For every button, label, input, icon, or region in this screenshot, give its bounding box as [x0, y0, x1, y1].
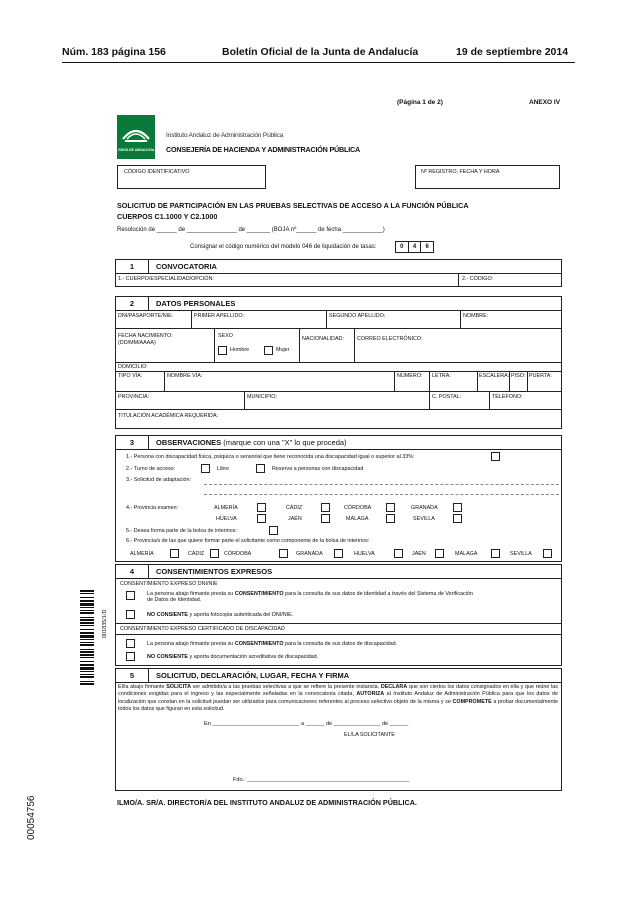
header-journal: Boletín Oficial de la Junta de Andalucía	[222, 46, 419, 58]
declaration-text-5: que son ciertos los datos consignados en ella y que reúne las condiciones exigidas para el ingreso y las especialmente señaladas en la convocatoria citada,	[118, 684, 559, 698]
fee-digit: 6	[421, 241, 434, 253]
prov-exam-checkbox[interactable]	[321, 503, 330, 512]
prov-exam-label: ALMERÍA	[214, 505, 238, 511]
escalera-field[interactable]: ESCALERA:	[479, 373, 510, 379]
resolution-line: Resolución de ______ de _______________ de _______ (BOJA nº______ de fecha ____________)	[117, 227, 385, 233]
section-number: 3	[116, 436, 149, 449]
form-subtitle: CUERPOS C1.1000 Y C2.1000	[117, 212, 218, 221]
declaration-text-1: El/la abajo firmante	[118, 684, 167, 690]
telefono-field[interactable]: TELÉFONO:	[492, 394, 523, 400]
nombre-via-field[interactable]: NOMBRE VÍA:	[167, 373, 203, 379]
section-title	[156, 436, 347, 449]
bolsa-provincias-item: 6.- Provincia/s de las que quiere formar parte el solicitante como componente de la bolsa de interinos:	[126, 538, 370, 544]
prov-exam-label: GRANADA	[411, 505, 438, 511]
prov-bolsa-label: MÁLAGA	[455, 551, 478, 557]
prov-bolsa-label: ALMERÍA	[130, 551, 154, 557]
prov-exam-checkbox[interactable]	[321, 514, 330, 523]
dni-field[interactable]: DNI/PASAPORTE/NIE:	[118, 313, 174, 319]
no-consent-dni-keyword: NO CONSIENTE	[147, 612, 189, 618]
annex-label: ANEXO IV	[529, 99, 561, 106]
hombre-checkbox[interactable]	[218, 346, 227, 355]
form-title: SOLICITUD DE PARTICIPACIÓN EN LAS PRUEBAS SELECTIVAS DE ACCESO A LA FUNCIÓN PÚBLICA	[117, 201, 469, 210]
consent-dni-keyword: CONSENTIMIENTO	[234, 591, 284, 597]
nombre-field[interactable]: NOMBRE:	[463, 313, 489, 319]
prov-bolsa-label: GRANADA	[296, 551, 323, 557]
code-box[interactable]	[117, 165, 266, 189]
side-number: 00054756	[26, 795, 37, 840]
prov-exam-label: MÁLAGA	[346, 516, 369, 522]
libre-label: Libre	[217, 466, 229, 472]
header-rule	[62, 62, 575, 63]
section-number: 1	[116, 260, 149, 273]
signer-label: EL/LA SOLICITANTE	[344, 732, 395, 738]
section-title: DATOS PERSONALES	[156, 299, 236, 308]
prov-bolsa-checkbox[interactable]	[394, 549, 403, 558]
prov-bolsa-checkbox[interactable]	[491, 549, 500, 558]
libre-checkbox[interactable]	[201, 464, 210, 473]
prov-exam-label: CÁDIZ	[286, 505, 303, 511]
barcode-text: 001835/1/D	[102, 609, 108, 638]
institute-name: Instituto Andaluz de Administración Pública	[166, 132, 284, 139]
prov-bolsa-checkbox[interactable]	[334, 549, 343, 558]
numero-field[interactable]: NÚMERO:	[397, 373, 423, 379]
cuerpo-field[interactable]: 1.- CUERPO/ESPECIALIDAD/OPCIÓN:	[118, 276, 214, 282]
consent-disability-checkbox[interactable]	[126, 639, 135, 648]
bolsa-item: 5.- Desea forma parte de la bolsa de interinos:	[126, 528, 237, 534]
reserva-label: Reserva a personas con discapacidad	[272, 466, 364, 472]
provincia-field[interactable]: PROVINCIA:	[118, 394, 150, 400]
consent-dni-text-a: La persona abajo firmante presta su	[147, 591, 235, 597]
no-consent-disability-keyword: NO CONSIENTE	[147, 654, 189, 660]
fee-digit: 4	[409, 241, 422, 253]
section-4	[115, 564, 562, 666]
header-date: 19 de septiembre 2014	[456, 46, 569, 58]
consent-dni-checkbox[interactable]	[126, 591, 135, 600]
fee-digit-boxes	[395, 241, 434, 253]
section-5	[115, 668, 562, 791]
prov-bolsa-checkbox[interactable]	[210, 549, 219, 558]
section-3	[115, 435, 562, 562]
prov-exam-checkbox[interactable]	[453, 514, 462, 523]
section-title: SOLICITUD, DECLARACIÓN, LUGAR, FECHA Y FIRMA	[156, 671, 350, 680]
prov-bolsa-checkbox[interactable]	[279, 549, 288, 558]
prov-bolsa-label: SEVILLA	[510, 551, 532, 557]
registry-box[interactable]	[415, 165, 560, 189]
mujer-label: Mujer	[276, 347, 290, 353]
declaration-text	[118, 684, 558, 713]
prov-exam-checkbox[interactable]	[257, 503, 266, 512]
consent-disability-text-c: para la consulta de sus datos de discapacidad.	[283, 641, 398, 647]
section-1	[115, 259, 562, 287]
no-consent-disability-rest: y aporta documentación acreditativa de discapacidad.	[188, 654, 319, 660]
adaptacion-line[interactable]	[204, 484, 559, 485]
declaration-text-9: a probar documentalmente todos los datos que figuran en esta solicitud.	[118, 698, 558, 712]
junta-logo-emblem	[117, 115, 155, 159]
adaptacion-item: 3.- Solicitud de adaptación:	[126, 477, 192, 483]
discapacidad-checkbox[interactable]	[491, 452, 500, 461]
consent-dni-subheading: CONSENTIMIENTO EXPRESO DNI/NIE	[120, 581, 218, 587]
declaration-text-3: ser admitido/a a las pruebas selectivas a que se refiere la presente instancia,	[190, 684, 381, 690]
reserva-checkbox[interactable]	[256, 464, 265, 473]
prov-exam-label: CÓRDOBA	[344, 505, 372, 511]
declaration-keyword-compromete: COMPROMETE	[452, 698, 492, 705]
prov-exam-checkbox[interactable]	[386, 514, 395, 523]
apellido1-field[interactable]: PRIMER APELLIDO:	[194, 313, 245, 319]
declaration-keyword-solicita: SOLICITA	[166, 684, 191, 690]
consent-dni-text-c: para la consulta de sus datos de identidad a través del Sistema de Verificación	[283, 591, 473, 597]
no-consent-dni-rest: y aporta fotocopia autenticada del DNI/NIE.	[188, 612, 294, 618]
section-title: CONVOCATORIA	[156, 262, 217, 271]
consent-disability-text	[147, 641, 397, 647]
prov-exam-checkbox[interactable]	[386, 503, 395, 512]
bolsa-checkbox[interactable]	[269, 526, 278, 535]
sexo-label: SEXO	[218, 333, 233, 339]
prov-bolsa-checkbox[interactable]	[170, 549, 179, 558]
place-date-line[interactable]: En ____________________________ a ______ de _______________ de ______	[204, 721, 409, 727]
declaration-keyword-declara: DECLARA	[380, 684, 408, 690]
adaptacion-line[interactable]	[204, 494, 559, 495]
prov-exam-checkbox[interactable]	[257, 514, 266, 523]
junta-logo	[117, 115, 155, 159]
cpostal-field[interactable]: C. POSTAL:	[432, 394, 462, 400]
barcode	[80, 590, 94, 685]
prov-bolsa-label: HUELVA	[354, 551, 375, 557]
consent-disability-subheading: CONSENTIMIENTO EXPRESO CERTIFICADO DE DISCAPACIDAD	[120, 626, 285, 632]
registry-label: Nº REGISTRO, FECHA Y HORA	[421, 169, 500, 175]
fecha-nacimiento-field[interactable]: FECHA NACIMIENTO:	[118, 333, 173, 339]
tipo-via-field[interactable]: TIPO VÍA:	[118, 373, 143, 379]
consent-disability-keyword: CONSENTIMIENTO	[234, 641, 284, 647]
ministry-name: CONSEJERÍA DE HACIENDA Y ADMINISTRACIÓN PÚBLICA	[166, 145, 360, 154]
fecha-format-hint: (DD/MM/AAAA)	[118, 340, 156, 346]
section-number: 4	[116, 565, 149, 578]
header-issue: Núm. 183 página 156	[62, 46, 166, 58]
addressee: ILMO/A. SR/A. DIRECTOR/A DEL INSTITUTO ANDALUZ DE ADMINISTRACIÓN PÚBLICA.	[117, 798, 417, 807]
section-title: CONSENTIMIENTOS EXPRESOS	[156, 567, 273, 576]
declaration-keyword-autoriza: AUTORIZA	[356, 691, 385, 698]
consent-dni-text	[147, 591, 559, 603]
mujer-checkbox[interactable]	[264, 346, 273, 355]
titulacion-field[interactable]: TITULACIÓN ACADÉMICA REQUERIDA:	[118, 413, 219, 419]
no-consent-dni-text	[147, 612, 293, 618]
prov-exam-checkbox[interactable]	[453, 503, 462, 512]
section-number: 2	[116, 297, 149, 310]
section-title-note: (marque con una "X" lo que proceda)	[221, 438, 347, 447]
no-consent-disability-checkbox[interactable]	[126, 652, 135, 661]
barcode-graphic	[80, 590, 94, 685]
prov-bolsa-label: CÓRDOBA	[224, 551, 252, 557]
prov-exam-label: HUELVA	[216, 516, 237, 522]
signature-line[interactable]: Fdo.: ____________________________________________________	[233, 777, 410, 783]
consent-disability-text-a: La persona abajo firmante presta su	[147, 641, 235, 647]
section-number: 5	[116, 669, 149, 682]
section-2	[115, 296, 562, 429]
code-label: CÓDIGO IDENTIFICATIVO	[124, 169, 190, 175]
provincia-examen-item: 4.- Provincia examen:	[126, 505, 179, 511]
prov-exam-label: JAÉN	[288, 516, 302, 522]
correo-field[interactable]: CORREO ELECTRÓNICO:	[357, 336, 423, 342]
turno-item: 2.- Turno de acceso:	[126, 466, 176, 472]
section-title-text: OBSERVACIONES	[156, 438, 222, 447]
discapacidad-item: 1.- Persona con discapacidad física, psíquica o sensorial que tiene reconocida una discapacidad igual o superior al 33%:	[126, 454, 415, 460]
municipio-field[interactable]: MUNICIPIO:	[247, 394, 277, 400]
piso-field[interactable]: PISO:	[511, 373, 526, 379]
prov-exam-label: SEVILLA	[413, 516, 435, 522]
domicilio-label: DOMICILIO:	[118, 364, 148, 370]
prov-bolsa-checkbox[interactable]	[543, 549, 552, 558]
prov-bolsa-label: CÁDIZ	[188, 551, 205, 557]
page-info: (Página 1 de 2)	[397, 99, 443, 106]
consent-dni-text-d: de Datos de Identidad.	[147, 597, 202, 604]
hombre-label: Hombre	[230, 347, 250, 353]
codigo-field[interactable]: 2.- CÓDIGO:	[462, 276, 494, 282]
no-consent-disability-text	[147, 654, 318, 660]
junta-logo-text: JUNTA DE ANDALUCIA	[117, 148, 155, 152]
puerta-field[interactable]: PUERTA:	[529, 373, 552, 379]
letra-field[interactable]: LETRA:	[432, 373, 451, 379]
prov-bolsa-label: JAÉN	[412, 551, 426, 557]
fee-line: Consignar el código numérico del modelo 046 de liquidación de tasas:	[190, 244, 377, 250]
apellido2-field[interactable]: SEGUNDO APELLIDO:	[329, 313, 386, 319]
fee-digit: 0	[395, 241, 409, 253]
no-consent-dni-checkbox[interactable]	[126, 610, 135, 619]
nacionalidad-field[interactable]: NACIONALIDAD:	[302, 336, 344, 342]
prov-bolsa-checkbox[interactable]	[435, 549, 444, 558]
declaration-text-7: al Instituto Andaluz de Administración Pública para que los datos de localización que constan en la solicitud puedan ser utilizados para comunicaciones referentes al proceso selectivo objeto de la misma y se	[118, 691, 558, 705]
